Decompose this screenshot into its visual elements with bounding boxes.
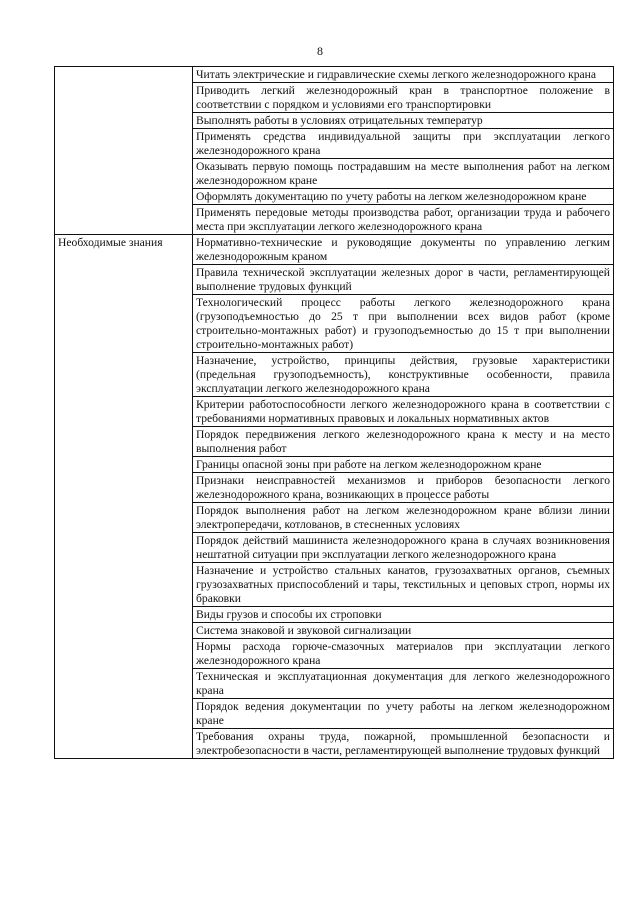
skills-label-cell — [55, 67, 193, 235]
table-row — [55, 235, 614, 265]
knowledge-item: Критерии работоспособности легкого железнодорожного крана в соответствии с требованиями нормативных правовых и локальных нормативных актов — [193, 397, 614, 427]
knowledge-item: Порядок передвижения легкого железнодорожного крана к месту и на место выполнения работ — [193, 427, 614, 457]
table-row — [55, 67, 614, 83]
knowledge-item: Правила технической эксплуатации железных дорог в части, регламентирующей выполнение трудовых функций — [193, 265, 614, 295]
knowledge-item: Границы опасной зоны при работе на легком железнодорожном кране — [193, 457, 614, 473]
knowledge-item: Технологический процесс работы легкого железнодорожного крана (грузоподъемностью до 25 т при выполнении всех видов работ (кроме строительно-монтажных работ) и грузоподъемностью до 15 т при выполнении строительно-монтажных работ) — [193, 295, 614, 353]
skill-item: Применять средства индивидуальной защиты при эксплуатации легкого железнодорожного крана — [193, 129, 614, 159]
knowledge-item: Порядок выполнения работ на легком железнодорожном кране вблизи линии электропередачи, котлованов, в стесненных условиях — [193, 503, 614, 533]
labor-functions-table — [54, 66, 614, 759]
skill-item: Применять передовые методы производства работ, организации труда и рабочего места при эксплуатации легкого железнодорожного крана — [193, 205, 614, 235]
skill-item: Оформлять документацию по учету работы на легком железнодорожном кране — [193, 189, 614, 205]
knowledge-item: Требования охраны труда, пожарной, промышленной безопасности и электробезопасности в части, регламентирующей выполнение трудовых функций — [193, 729, 614, 759]
knowledge-item: Нормативно-технические и руководящие документы по управлению легким железнодорожным краном — [193, 235, 614, 265]
knowledge-item: Система знаковой и звуковой сигнализации — [193, 623, 614, 639]
knowledge-item: Порядок ведения документации по учету работы на легком железнодорожном кране — [193, 699, 614, 729]
knowledge-item: Порядок действий машиниста железнодорожного крана в случаях возникновения нештатной ситуации при эксплуатации легкого железнодорожного крана — [193, 533, 614, 563]
knowledge-item: Признаки неисправностей механизмов и приборов безопасности легкого железнодорожного крана, возникающих в процессе работы — [193, 473, 614, 503]
knowledge-item: Назначение, устройство, принципы действия, грузовые характеристики (предельная грузоподъемность), конструктивные особенности, правила эксплуатации легкого железнодорожного крана — [193, 353, 614, 397]
skill-item: Оказывать первую помощь пострадавшим на месте выполнения работ на легком железнодорожном кране — [193, 159, 614, 189]
skill-item: Приводить легкий железнодорожный кран в транспортное положение в соответствии с порядком и условиями его транспортировки — [193, 83, 614, 113]
page-number: 8 — [317, 44, 323, 58]
skill-item: Читать электрические и гидравлические схемы легкого железнодорожного крана — [193, 67, 614, 83]
knowledge-item: Виды грузов и способы их строповки — [193, 607, 614, 623]
knowledge-item: Нормы расхода горюче-смазочных материалов при эксплуатации легкого железнодорожного крана — [193, 639, 614, 669]
skill-item: Выполнять работы в условиях отрицательных температур — [193, 113, 614, 129]
knowledge-item: Техническая и эксплуатационная документация для легкого железнодорожного крана — [193, 669, 614, 699]
knowledge-item: Назначение и устройство стальных канатов, грузозахватных органов, съемных грузозахватных приспособлений и тары, текстильных и цеповых строп, нормы их браковки — [193, 563, 614, 607]
knowledge-label: Необходимые знания — [55, 235, 193, 759]
